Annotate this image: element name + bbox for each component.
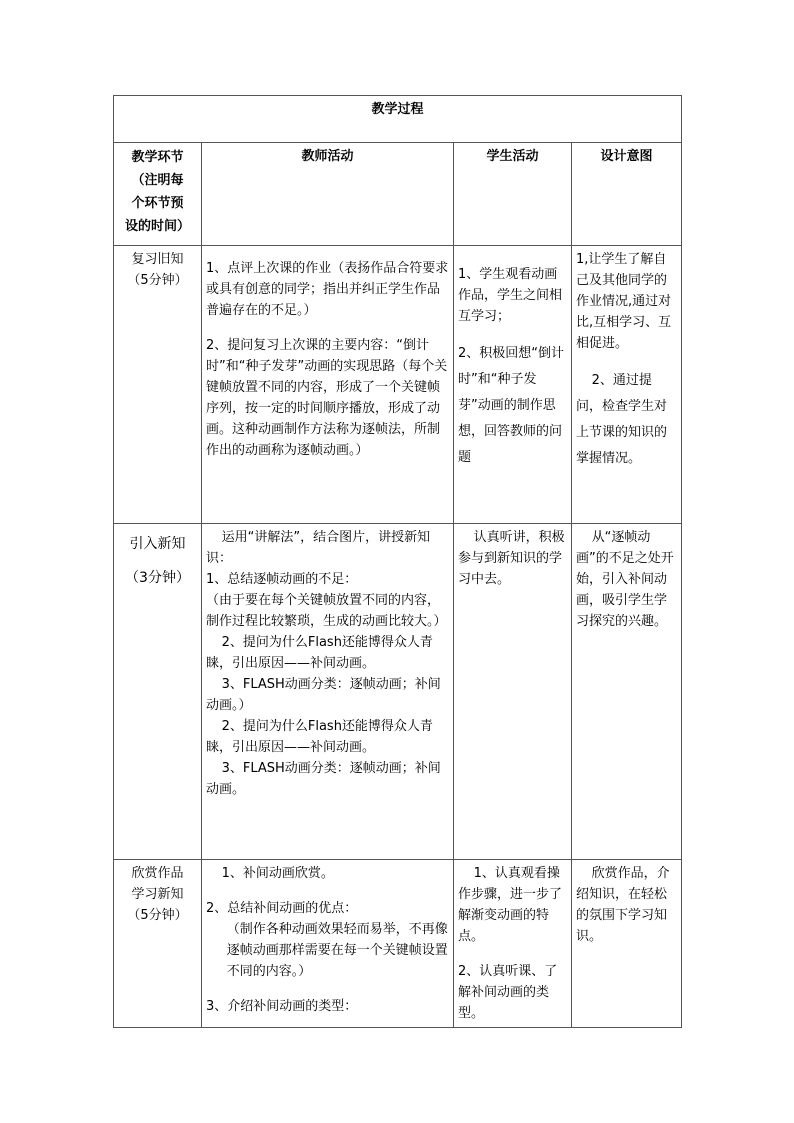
title-row: [114, 96, 682, 143]
paragraph: 运用“讲解法”，结合图片，讲授新知识：: [206, 530, 431, 566]
header-stage-line: 个环节预: [131, 196, 184, 211]
header-row: [114, 143, 682, 246]
design-intent: [572, 860, 682, 1028]
paragraph: 2、提问为什么Flash还能博得众人青睐，引出原因——补间动画。: [206, 719, 433, 755]
stage-name: 学习新知: [131, 887, 184, 902]
stage-time: （3分钟）: [125, 570, 190, 586]
paragraph: 2、认真听课、了解补间动画的类型。: [458, 964, 558, 1021]
paragraph: 2、提问为什么Flash还能博得众人青睐，引出原因——补间动画。: [206, 635, 433, 671]
paragraph: 1、认真观看操作步骤，进一步了解渐变动画的特点。: [458, 866, 563, 944]
paragraph: 3、FLASH动画分类：逐帧动画；补间动画。: [206, 761, 441, 797]
spacer: [206, 321, 449, 335]
paragraph: 从“逐帧动画”的不足之处开始，引入补间动画，吸引学生学习探究的兴趣。: [576, 530, 674, 629]
design-intent: [572, 246, 682, 524]
header-student: 学生活动: [454, 143, 572, 246]
spacer: [458, 947, 567, 961]
spacer: [576, 354, 677, 368]
stage-name: 复习旧知: [131, 252, 184, 267]
spacer: [458, 327, 567, 341]
table-title: 教学过程: [114, 96, 682, 143]
header-stage-line: 设的时间）: [124, 219, 190, 234]
paragraph: 1、点评上次课的作业（表扬作品合符要求或具有创意的同学；指出并纠正学生作品普遍存在的不足。）: [206, 261, 449, 318]
teacher-activity: [202, 246, 454, 524]
spacer: [206, 884, 449, 898]
student-activity: [454, 524, 572, 860]
student-activity: [454, 860, 572, 1028]
paragraph: 3、FLASH动画分类：逐帧动画；补间动画。）: [206, 677, 441, 713]
teacher-activity: [202, 860, 454, 1028]
header-stage-line: （注明每: [131, 173, 184, 188]
table-row: [114, 524, 682, 860]
header-stage-line: 教学环节: [131, 150, 184, 165]
spacer: [206, 982, 449, 996]
lesson-process-table: [113, 95, 682, 1028]
stage-cell: [114, 860, 202, 1028]
stage-cell: [114, 246, 202, 524]
paragraph: 认真听讲，积极参与到新知识的学习中去。: [458, 530, 565, 587]
paragraph: 2、通过提问，检查学生对上节课的知识的掌握情况。: [576, 373, 668, 466]
stage-cell: [114, 524, 202, 860]
table-row: [114, 246, 682, 524]
paragraph: 1,让学生了解自己及其他同学的作业情况,通过对比,互相学习、互相促进。: [576, 252, 672, 351]
paragraph: 2、总结补间动画的优点：: [206, 901, 358, 916]
paragraph: 1、学生观看动画作品，学生之间相互学习；: [458, 267, 563, 324]
table-row: [114, 860, 682, 1028]
paragraph: 2、提问复习上次课的主要内容：“倒计时”和“种子发芽”动画的实现思路（每个关键帧放置不同的内容，形成了一个关键帧序列，按一定的时间顺序播放，形成了动画。这种动画制作方法称为逐帧法，所制作出的动画称为逐帧动画。）: [206, 338, 448, 458]
paragraph: 2、积极回想“倒计时”和“种子发芽”动画的制作思想，回答教师的问题: [458, 346, 565, 465]
stage-time: （5分钟）: [127, 908, 188, 923]
header-stage: [114, 143, 202, 246]
header-teacher: 教师活动: [202, 143, 454, 246]
stage-name: 引入新知: [129, 536, 186, 552]
design-intent: [572, 524, 682, 860]
paragraph: 1、总结逐帧动画的不足：: [206, 572, 358, 587]
paragraph: 1、补间动画欣赏。: [221, 866, 334, 881]
paragraph: （由于要在每个关键帧放置不同的内容，制作过程比较繁琐，生成的动画比较大。）: [206, 593, 447, 629]
stage-time: （5分钟）: [127, 273, 188, 288]
student-activity: [454, 246, 572, 524]
header-intent: 设计意图: [572, 143, 682, 246]
teacher-activity: [202, 524, 454, 860]
paragraph: 欣赏作品，介绍知识，在轻松的氛围下学习知识。: [576, 866, 670, 944]
paragraph: （制作各种动画效果轻而易举，不再像逐帧动画那样需要在每一个关键帧设置不同的内容。）: [226, 922, 448, 979]
stage-name: 欣赏作品: [131, 866, 184, 881]
paragraph: 3、介绍补间动画的类型：: [206, 999, 358, 1014]
